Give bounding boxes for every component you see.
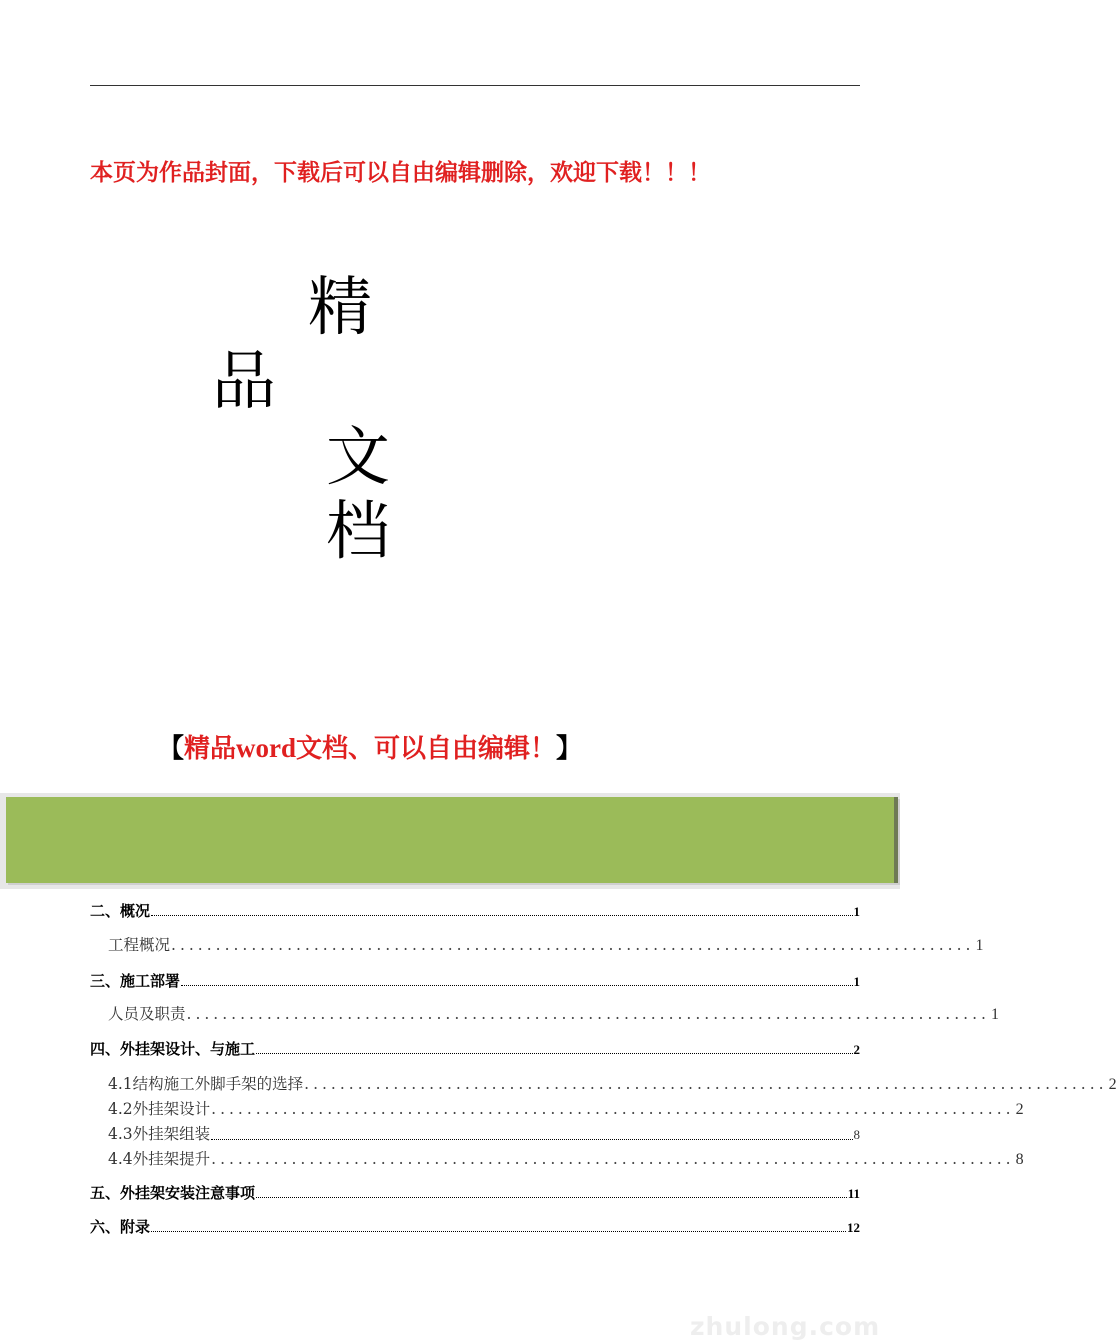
toc-leader: ..........................................................................................	[171, 936, 975, 954]
toc-entry-page: 8	[1015, 1151, 1024, 1168]
header-rule	[90, 85, 860, 86]
toc-entry-label: 4.2外挂架设计	[108, 1100, 211, 1118]
watermark: zhulong.com	[690, 1312, 881, 1341]
toc-entry[interactable]	[108, 1147, 1024, 1169]
toc-leader	[151, 1231, 846, 1232]
toc-entry-page: 11	[847, 1186, 860, 1201]
toc-entry-page: 2	[1015, 1101, 1024, 1118]
toc-entry-page: 1	[975, 937, 984, 954]
cover-char-4: 档	[326, 495, 390, 569]
toc-entry-page: 1	[853, 974, 860, 989]
toc-entry-label: 六、附录	[90, 1218, 151, 1236]
toc-leader	[211, 1139, 852, 1140]
toc-leader: ..........................................................................................	[211, 1100, 1015, 1118]
toc-leader: ..........................................................................................	[304, 1075, 1108, 1093]
cover-notice: 本页为作品封面，下载后可以自由编辑删除，欢迎下载！！！	[90, 160, 711, 186]
toc-entry[interactable]	[108, 1097, 1024, 1119]
toc-entry[interactable]	[90, 900, 860, 921]
toc-entry-label: 工程概况	[108, 936, 171, 954]
title-banner-frame	[0, 793, 900, 889]
toc-entry-label: 五、外挂架安装注意事项	[90, 1184, 256, 1202]
toc-entry[interactable]	[108, 1002, 999, 1024]
toc-leader: ..........................................................................................	[211, 1150, 1015, 1168]
toc-entry[interactable]	[108, 1072, 1117, 1094]
cover-char-2: 品	[212, 345, 276, 419]
toc-entry-label: 二、概况	[90, 902, 151, 920]
toc-entry-label: 4.1结构施工外脚手架的选择	[108, 1075, 304, 1093]
toc-leader	[256, 1197, 847, 1198]
toc-leader	[151, 915, 852, 916]
toc-entry-label: 人员及职责	[108, 1005, 186, 1023]
toc-entry-page: 1	[853, 904, 860, 919]
toc-entry[interactable]	[108, 933, 984, 955]
toc-entry-label: 三、施工部署	[90, 972, 181, 990]
toc-entry[interactable]	[108, 1122, 860, 1144]
toc-entry-label: 四、外挂架设计、与施工	[90, 1040, 256, 1058]
tagline-open-bracket: 【	[158, 734, 185, 764]
toc-entry[interactable]	[90, 1182, 860, 1203]
tagline-close-bracket: 】	[556, 734, 583, 764]
cover-tagline	[158, 728, 582, 765]
title-banner	[6, 797, 898, 883]
toc-entry-page: 8	[853, 1127, 860, 1142]
toc-entry-page: 2	[853, 1042, 860, 1057]
toc-entry-page: 1	[990, 1006, 999, 1023]
toc-leader	[181, 985, 852, 986]
toc-entry[interactable]	[90, 970, 860, 991]
cover-char-3: 文	[326, 421, 390, 495]
toc-entry[interactable]	[90, 1216, 860, 1237]
tagline-part1: 精品	[184, 734, 237, 764]
toc-leader: ..........................................................................................	[186, 1005, 990, 1023]
toc-entry[interactable]	[90, 1038, 860, 1059]
toc-entry-page: 12	[847, 1220, 860, 1235]
toc-leader	[256, 1053, 852, 1054]
toc-entry-label: 4.4外挂架提升	[108, 1150, 211, 1168]
tagline-part2: 文档、可以自由编辑！	[296, 734, 557, 764]
tagline-word: word	[236, 733, 297, 763]
cover-char-1: 精	[308, 271, 372, 345]
toc-entry-label: 4.3外挂架组装	[108, 1125, 211, 1143]
toc-entry-page: 2	[1108, 1076, 1117, 1093]
